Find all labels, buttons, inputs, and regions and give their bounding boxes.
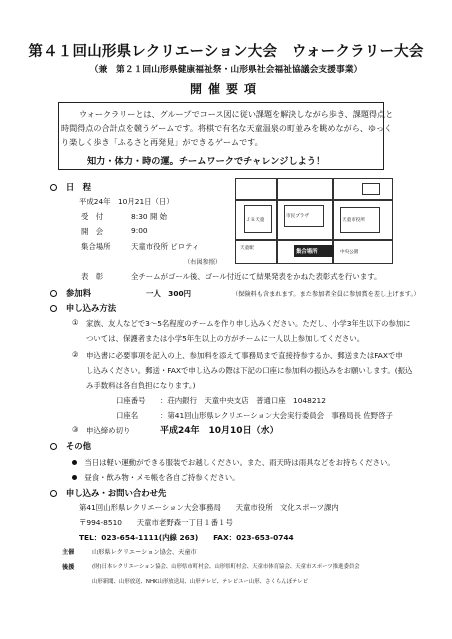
fee-heading: 参加料 [50, 287, 91, 299]
holder-label: 口座名 [116, 411, 139, 420]
bullet-dot-icon [72, 460, 77, 465]
circle-bullet-icon [50, 490, 57, 497]
schedule-item-label: 受 付 [81, 212, 104, 221]
map-label: ＪＲ天童 [246, 218, 265, 223]
other-item: 当日は軽い運動ができる服装でお越しください。また、雨天時は雨具などをお持ちください。 [72, 457, 395, 468]
schedule-item-value: 9:00 [131, 226, 148, 235]
bullet-dot-icon [72, 475, 77, 480]
map-road [236, 239, 392, 241]
map-note: （右図参照） [184, 259, 222, 266]
map-label: 集合場所 [296, 249, 318, 255]
contact-line: 〒994-8510 天童市老野森一丁目１番１号 [79, 518, 233, 527]
deadline-label: 申込締め切り [86, 426, 131, 435]
fee-note: （保険料も含まれます。また参加者全員に参加賞を差し上げます。） [232, 291, 420, 298]
application-item-line: 家族、友人などで3～5名程度のチームを作り申し込みください。ただし、小学3年生以下の参加に [86, 319, 411, 328]
deadline-value: 平成24年 10月10日（水） [160, 426, 279, 436]
schedule-date: 平成24年 10月21日（日） [79, 197, 174, 206]
application-item-marker: ② [72, 350, 79, 359]
application-item-marker: ① [72, 318, 79, 327]
intro-box [58, 102, 394, 170]
schedule-item-value: 8:30 開 始 [131, 212, 168, 221]
document-title: 第４１回山形県レクリエーション大会 ウォークラリー大会 [28, 44, 424, 60]
application-item-line: み手数料は各自負担になります。) [86, 381, 196, 390]
map-label: 天童市役所 [342, 218, 365, 223]
map-label: 市民プラザ [286, 214, 309, 219]
map-label: 天童駅 [240, 246, 254, 251]
application-item-line: し込みください。郵送・FAXで申し込みの際は下記の口座に参加料の振込みをお願いします。(振込 [86, 366, 413, 375]
intro-line: り楽しく歩き「ふるさと再発見」ができるゲームです。 [61, 137, 263, 147]
schedule-item-label: 開 会 [81, 227, 104, 236]
schedule-heading: 日 程 [50, 181, 91, 193]
map-label: 中央公園 [340, 250, 359, 255]
intro-line: ウォークラリーとは、グループでコース図に従い課題を解決しながら歩き、課題得点と [79, 109, 394, 119]
application-heading: 申し込み方法 [50, 302, 116, 314]
other-heading: その他 [50, 440, 91, 452]
map-building [362, 183, 380, 195]
award-label: 表 彰 [81, 272, 104, 281]
support-line: 山形新聞、山形放送、NHK山形放送局、山形テレビ、テレビユー山形、さくらんぼテレビ [92, 579, 309, 585]
venue-map [235, 178, 393, 264]
fee-amount: 一人 300円 [146, 289, 191, 298]
host-text: 山形県レクリエーション協会、天童市 [92, 549, 197, 556]
support-line: (財)日本レクリエーション協会、山形県市町村会、山形県町村会、天童市体育協会、天童市スポーツ推進委員会 [92, 564, 360, 570]
schedule-item-value: 天童市役所 ピロティ [131, 242, 200, 251]
contact-heading: 申し込み・お問い合わせ先 [50, 487, 166, 499]
account-value: ：荘内銀行 天童中央支店 普通口座 1048212 [160, 396, 326, 405]
map-road [236, 199, 392, 201]
circle-bullet-icon [50, 305, 57, 312]
award-text: 全チームがゴール後、ゴール付近にて結果発表をかねた表彰式を行います。 [131, 272, 382, 281]
account-label: 口座番号 [116, 396, 146, 405]
intro-line: 時間得点の合計点を競うゲームです。将棋で有名な天童温泉の町並みを眺めながら、ゆっく [61, 123, 393, 133]
schedule-item-label: 集合場所 [81, 242, 111, 251]
contact-line: 第41回山形県レクリエーション大会事務局 天童市役所 文化スポーツ課内 [79, 503, 339, 512]
intro-slogan: 知力・体力・時の運。チームワークでチャレンジしよう！ [87, 156, 326, 167]
circle-bullet-icon [50, 290, 57, 297]
application-item-line: 申込書に必要事項を記入の上、参加料を添えて事務局まで直接持参するか、郵送またはFAXで申 [86, 351, 403, 360]
other-item: 昼食・飲み物・メモ帳を各自ご持参ください。 [72, 472, 240, 483]
contact-line: TEL：023-654-1111(内線 263) FAX：023-653-0744 [79, 533, 294, 542]
circle-bullet-icon [50, 443, 57, 450]
deadline-marker: ③ [72, 425, 79, 434]
host-label: 主催 [62, 549, 75, 556]
application-item-line: ついては、保護者または小学5年生以上の方がチームに一人以上参加してください。 [86, 334, 365, 343]
map-road [276, 179, 278, 263]
document-subtitle: （兼 第２１回山形県健康福祉祭・山形県社会福祉協議会支援事業） [89, 65, 363, 75]
section-heading-overview: 開催要項 [189, 82, 262, 96]
support-label: 後援 [62, 564, 75, 571]
holder-value: ：第41回山形県レクリエーション大会実行委員会 事務局長 佐野啓子 [160, 411, 393, 420]
circle-bullet-icon [50, 184, 57, 191]
